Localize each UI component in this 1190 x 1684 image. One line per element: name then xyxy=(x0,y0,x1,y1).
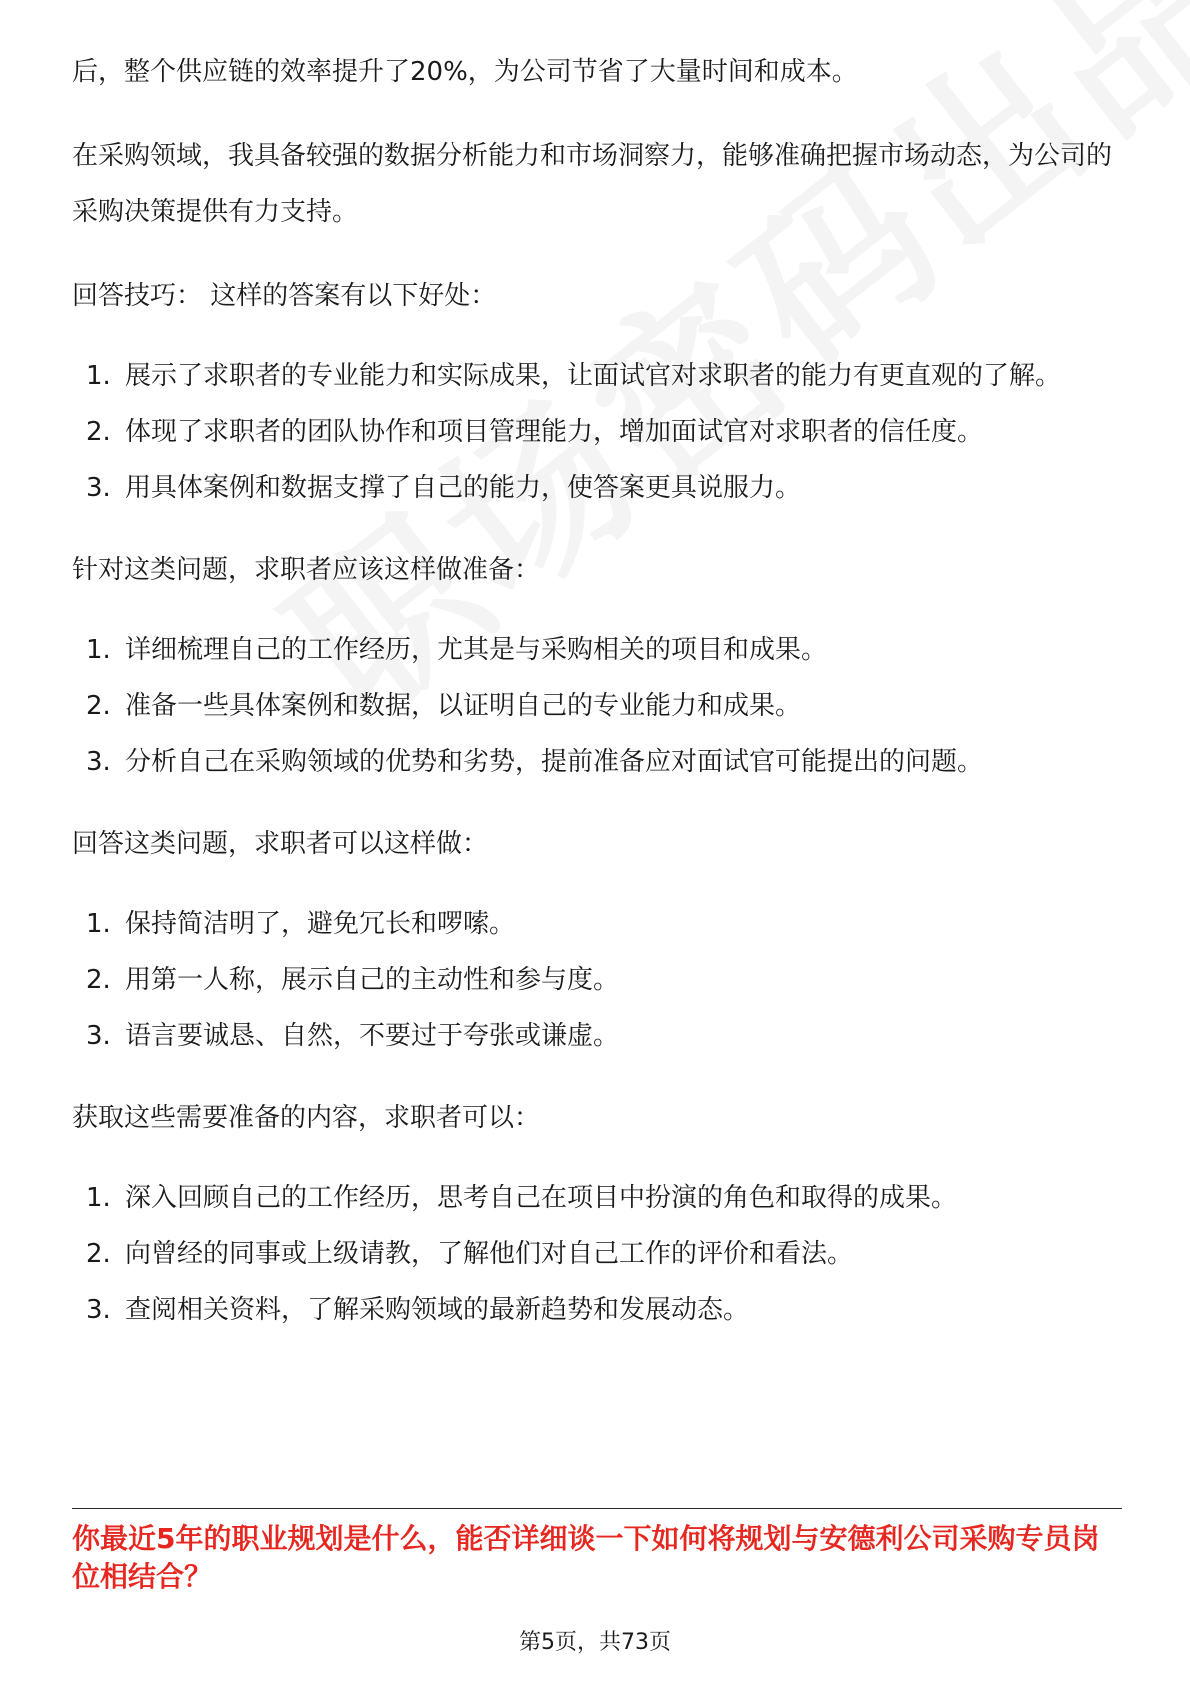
list-item-text: 向曾经的同事或上级请教，了解他们对自己工作的评价和看法。 xyxy=(125,1239,854,1269)
intro-paragraph-1: 后，整个供应链的效率提升了20%，为公司节省了大量时间和成本。 xyxy=(72,57,858,87)
list-item xyxy=(72,460,1122,516)
prepare-list xyxy=(72,622,1122,790)
list-item-text: 用第一人称，展示自己的主动性和参与度。 xyxy=(125,965,620,995)
answer-heading: 回答这类问题，求职者可以这样做： xyxy=(72,829,489,859)
tips-list xyxy=(72,348,1122,516)
list-item-text: 深入回顾自己的工作经历，思考自己在项目中扮演的角色和取得的成果。 xyxy=(125,1183,958,1213)
list-number: 1. xyxy=(86,909,111,939)
list-item xyxy=(72,896,1122,952)
list-item-text: 用具体案例和数据支撑了自己的能力，使答案更具说服力。 xyxy=(125,473,802,503)
list-item xyxy=(72,1170,1122,1226)
page-content xyxy=(72,44,1122,1364)
intro-paragraph-2: 在采购领域，我具备较强的数据分析能力和市场洞察力，能够准确把握市场动态，为公司的采购决策提供有力支持。 xyxy=(72,141,1113,227)
list-item xyxy=(72,1226,1122,1282)
list-item xyxy=(72,678,1122,734)
list-item xyxy=(72,1008,1122,1064)
list-item xyxy=(72,348,1122,404)
list-item xyxy=(72,952,1122,1008)
list-item-text: 分析自己在采购领域的优势和劣势，提前准备应对面试官可能提出的问题。 xyxy=(125,747,984,777)
list-number: 1. xyxy=(86,1183,111,1213)
list-item-text: 体现了求职者的团队协作和项目管理能力，增加面试官对求职者的信任度。 xyxy=(125,417,984,447)
list-item xyxy=(72,622,1122,678)
obtain-heading: 获取这些需要准备的内容，求职者可以： xyxy=(72,1103,541,1133)
tips-heading: 回答技巧： 这样的答案有以下好处： xyxy=(72,281,497,311)
answer-list xyxy=(72,896,1122,1064)
list-number: 2. xyxy=(86,965,111,995)
list-number: 1. xyxy=(86,361,111,391)
section-divider xyxy=(72,1508,1122,1509)
list-item-text: 准备一些具体案例和数据，以证明自己的专业能力和成果。 xyxy=(125,691,802,721)
list-item-text: 详细梳理自己的工作经历，尤其是与采购相关的项目和成果。 xyxy=(125,635,828,665)
list-number: 3. xyxy=(86,473,111,503)
list-item-text: 语言要诚恳、自然，不要过于夸张或谦虚。 xyxy=(125,1021,620,1051)
list-number: 3. xyxy=(86,1295,111,1325)
page-number-footer: 第5页，共73页 xyxy=(519,1630,671,1655)
list-number: 3. xyxy=(86,1021,111,1051)
prepare-heading: 针对这类问题，求职者应该这样做准备： xyxy=(72,555,541,585)
list-item xyxy=(72,404,1122,460)
list-number: 2. xyxy=(86,1239,111,1269)
list-number: 2. xyxy=(86,691,111,721)
next-question-heading: 你最近5年的职业规划是什么，能否详细谈一下如何将规划与安德利公司采购专员岗位相结合？ xyxy=(72,1522,1100,1593)
list-item-text: 查阅相关资料，了解采购领域的最新趋势和发展动态。 xyxy=(125,1295,750,1325)
obtain-list xyxy=(72,1170,1122,1338)
list-number: 1. xyxy=(86,635,111,665)
list-item xyxy=(72,734,1122,790)
list-item-text: 展示了求职者的专业能力和实际成果，让面试官对求职者的能力有更直观的了解。 xyxy=(125,361,1062,391)
list-number: 2. xyxy=(86,417,111,447)
list-number: 3. xyxy=(86,747,111,777)
list-item xyxy=(72,1282,1122,1338)
list-item-text: 保持简洁明了，避免冗长和啰嗦。 xyxy=(125,909,516,939)
